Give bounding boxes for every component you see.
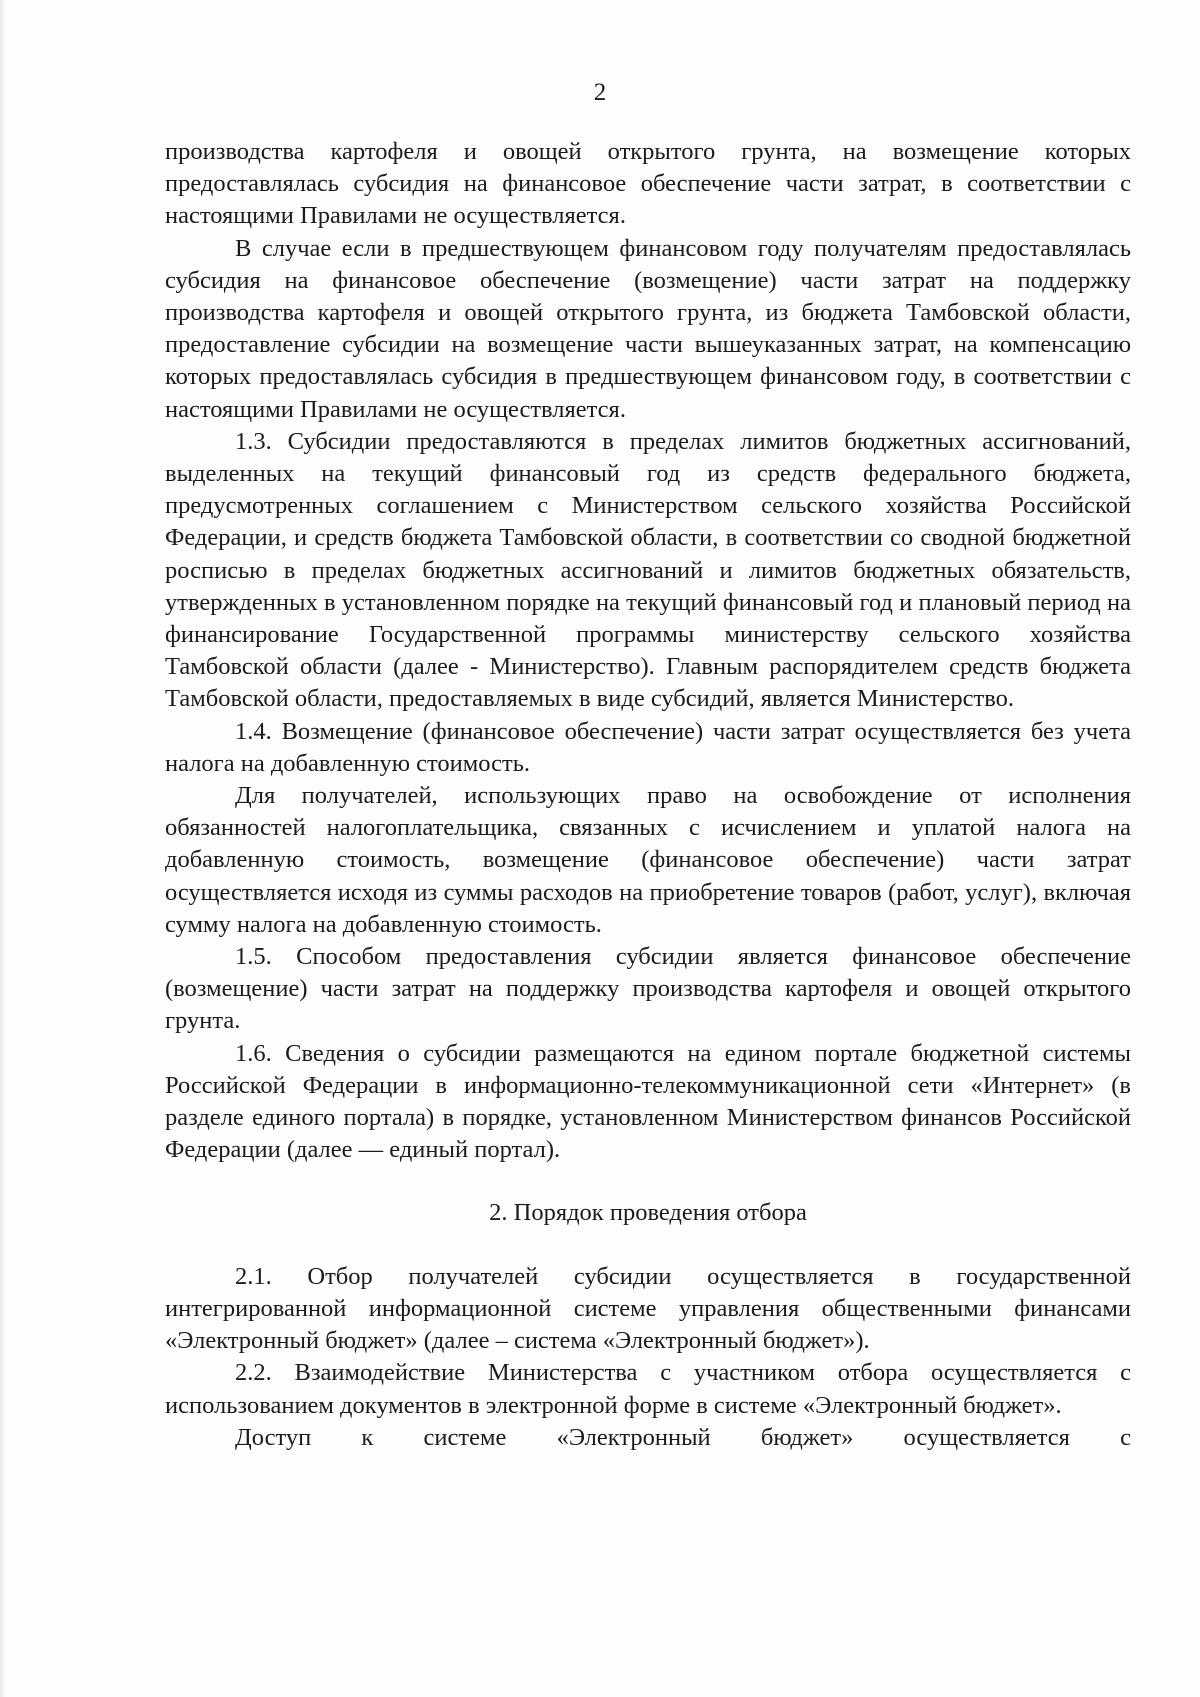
paragraph-vat-exemption: Для получателей, использующих право на освобождение от исполнения обязанностей налогоплательщика, связанных с исчислением и уплатой налога на добавленную стоимость, возмещение (финансовое обеспечение) части затрат осуществляется исходя из суммы расходов на приобретение товаров (работ, услуг), включая сумму налога на добавленную стоимость.: [165, 782, 1131, 938]
document-body: [165, 136, 1131, 1454]
section-heading: 2. Порядок проведения отбора: [489, 1198, 807, 1226]
paragraph-access: Доступ к системе «Электронный бюджет» осуществляется с: [235, 1423, 1131, 1451]
paragraph-1-5: 1.5. Способом предоставления субсидии является финансовое обеспечение (возмещение) части затрат на поддержку производства картофеля и овощей открытого грунта.: [165, 943, 1131, 1035]
scan-edge-shadow: [0, 0, 6, 1697]
paragraph-1-4: 1.4. Возмещение (финансовое обеспечение) части затрат осуществляется без учета налога на добавленную стоимость.: [165, 717, 1131, 777]
paragraph-2-2: 2.2. Взаимодействие Министерства с участником отбора осуществляется с использованием документов в электронной форме в системе «Электронный бюджет».: [165, 1359, 1131, 1419]
paragraph-1-6: 1.6. Сведения о субсидии размещаются на едином портале бюджетной системы Российской Федерации в информационно-телекоммуникационной сети «Интернет» (в разделе единого портала) в порядке, установленном Министерством финансов Российской Федерации (далее — единый портал).: [165, 1039, 1131, 1164]
paragraph-previous-year-subsidy: В случае если в предшествующем финансовом году получателям предоставлялась субсидия на финансовое обеспечение (возмещение) части затрат на поддержку производства картофеля и овощей открытого грунта, из бюджета Тамбовской области, предоставление субсидии на возмещение части вышеуказанных затрат, на компенсацию которых предоставлялась субсидия в предшествующем финансовом году, в соответствии с настоящими Правилами не осуществляется.: [165, 234, 1131, 423]
paragraph-1-3: 1.3. Субсидии предоставляются в пределах лимитов бюджетных ассигнований, выделенных на текущий финансовый год из средств федерального бюджета, предусмотренных соглашением с Министерством сельского хозяйства Российской Федерации, и средств бюджета Тамбовской области, в соответствии со сводной бюджетной росписью в пределах бюджетных ассигнований и лимитов бюджетных обязательств, утвержденных в установленном порядке на текущий финансовый год и плановый период на финансирование Государственной программы министерству сельского хозяйства Тамбовской области (далее - Министерство). Главным распорядителем средств бюджета Тамбовской области, предоставляемых в виде субсидий, является Министерство.: [165, 427, 1131, 713]
paragraph-continuation: производства картофеля и овощей открытого грунта, на возмещение которых предоставлялась субсидия на финансовое обеспечение части затрат, в соответствии с настоящими Правилами не осуществляется.: [165, 138, 1131, 230]
paragraph-2-1: 2.1. Отбор получателей субсидии осуществляется в государственной интегрированной информационной системе управления общественными финансами «Электронный бюджет» (далее – система «Электронный бюджет»).: [165, 1262, 1131, 1355]
page-number: 2: [593, 79, 607, 106]
